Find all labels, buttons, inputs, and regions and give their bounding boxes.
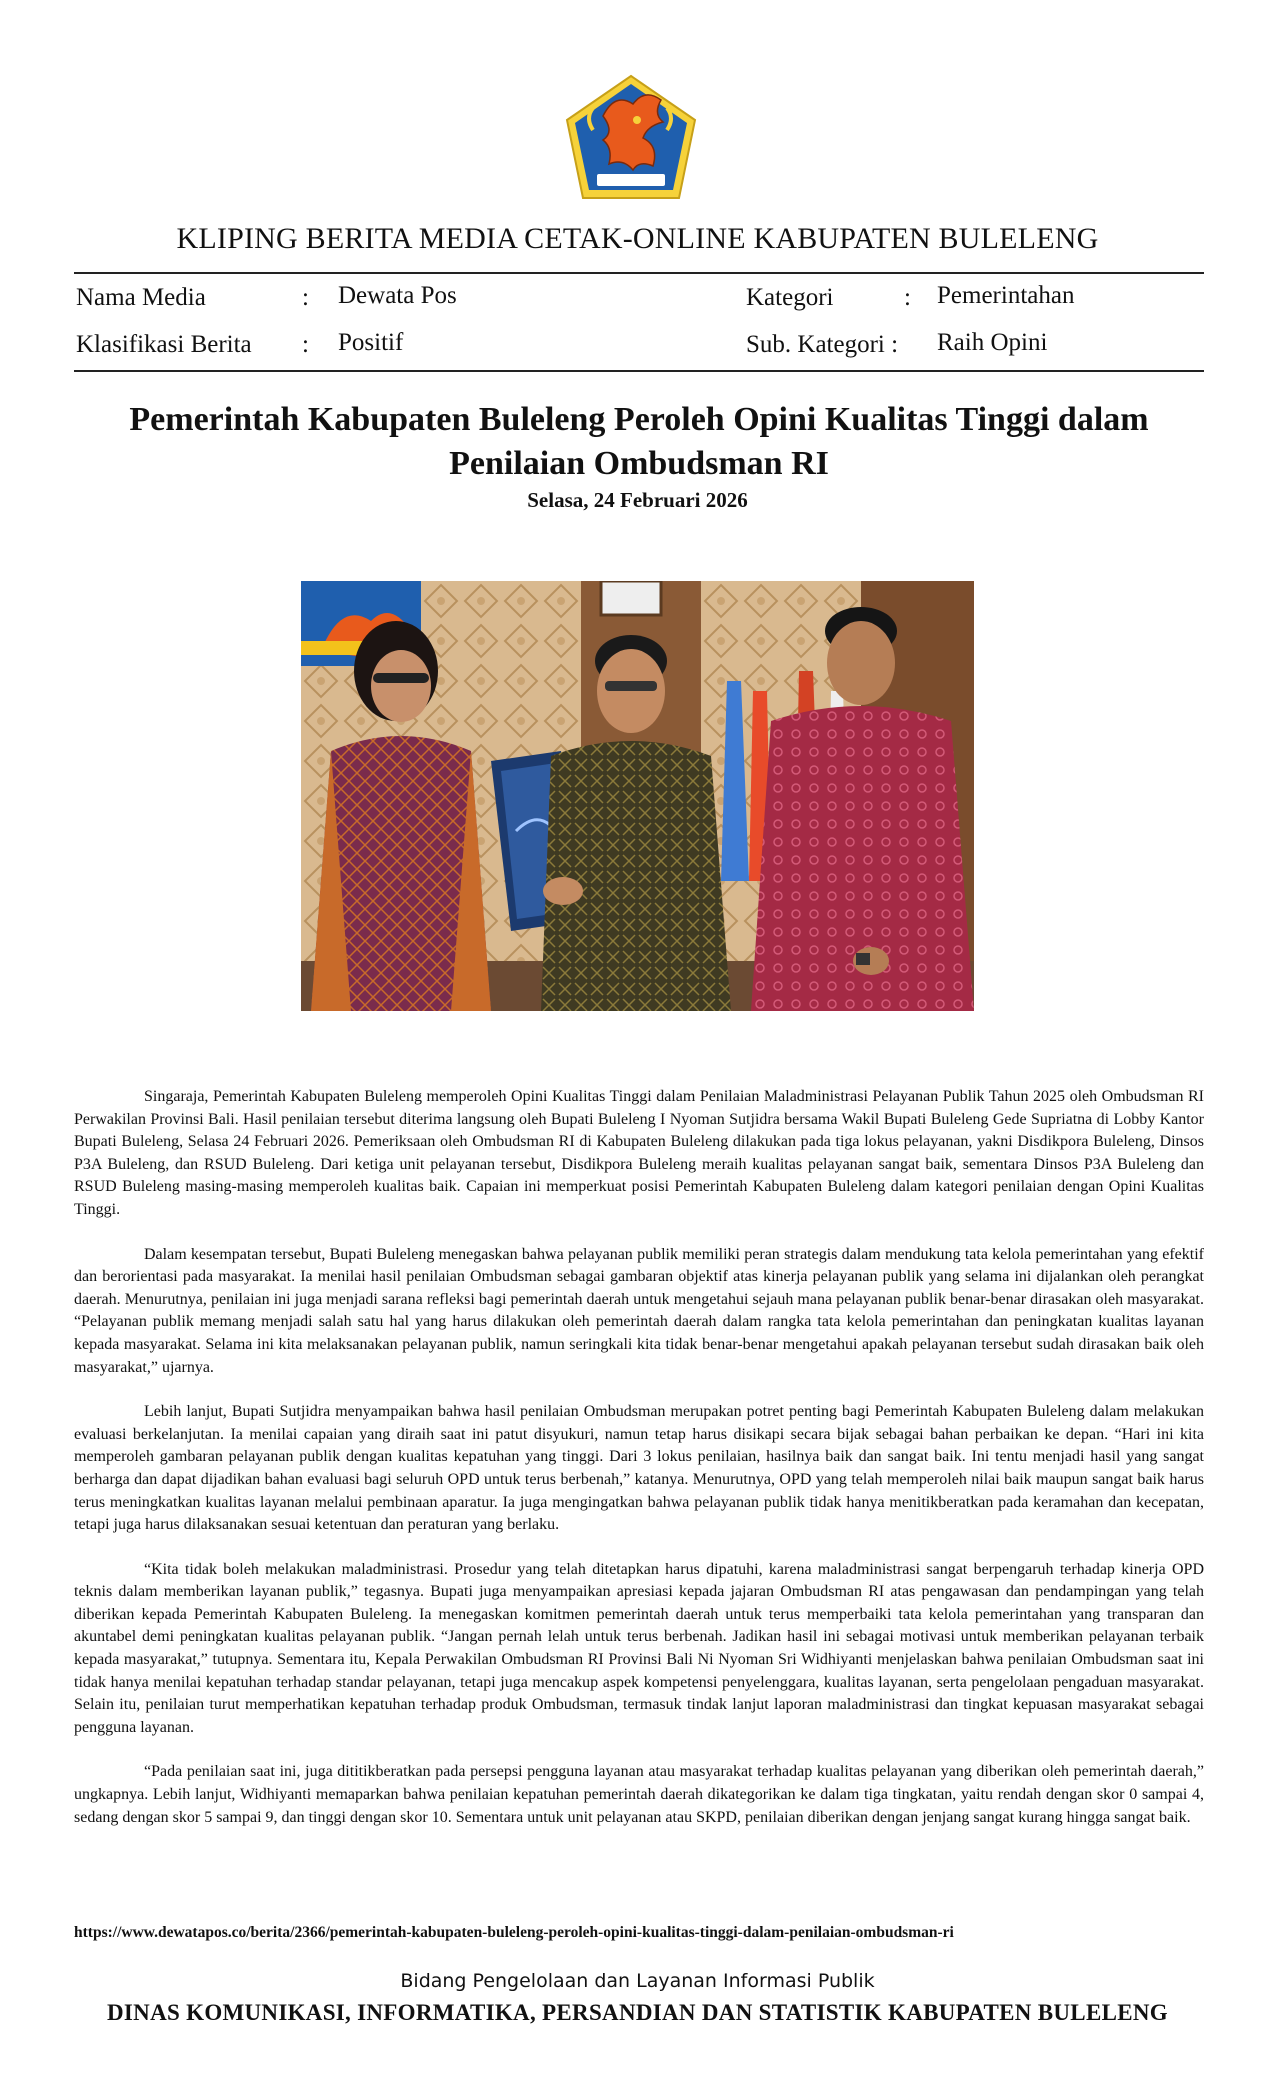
klasifikasi-label: Klasifikasi Berita: [76, 331, 252, 358]
article-paragraph-3: Lebih lanjut, Bupati Sutjidra menyampaikan bahwa hasil penilaian Ombudsman merupakan potret penting bagi Pemerintah Kabupaten Buleleng dalam melakukan evaluasi berkelanjutan. Ia menilai capaian yang diraih saat ini patut disyukuri, namun tetap harus disikapi secara bijak sebagai bahan perbaikan ke depan. “Hari ini kita memperoleh gambaran pelayanan publik dengan kualitas kepatuhan yang tinggi. Dari 3 lokus penilaian, hasilnya baik dan sangat baik. Ini tentu menjadi hasil yang sangat berharga dan dapat dijadikan bahan evaluasi bagi seluruh OPD untuk terus berbenah,” katanya. Menurutnya, OPD yang telah memperoleh nilai baik maupun sangat baik harus terus meningkatkan kualitas layanan melalui pembinaan aparatur. Ia juga mengingatkan bahwa pelayanan publik tidak hanya menitikberatkan pada keramahan dan kecepatan, tetapi juga harus dilaksanakan sesuai ketentuan dan peraturan yang berlaku.: [74, 1403, 1204, 1534]
photo-illustration: [301, 581, 974, 1011]
footer-department: Bidang Pengelolaan dan Layanan Informasi Publik: [400, 1970, 875, 1992]
klasifikasi-value: Positif: [338, 329, 404, 356]
article-title: Pemerintah Kabupaten Buleleng Peroleh Opini Kualitas Tinggi dalam Penilaian Ombudsman RI: [129, 401, 1149, 482]
article-paragraph-4: “Kita tidak boleh melakukan maladministrasi. Prosedur yang telah ditetapkan harus dipatuhi, karena maladministrasi sangat berpengaruh terhadap kinerja OPD teknis dalam memberikan layanan publik,” tegasnya. Bupati juga menyampaikan apresiasi kepada jajaran Ombudsman RI atas pengawasan dan pendampingan yang telah diberikan kepada Pemerintah Kabupaten Buleleng. Ia menegaskan komitmen pemerintah daerah untuk terus memperbaiki tata kelola pemerintahan yang transparan dan akuntabel demi peningkatan kualitas pelayanan publik. “Jangan pernah lelah untuk terus berbenah. Jadikan hasil ini sebagai motivasi untuk memberikan pelayanan terbaik kepada masyarakat,” tutupnya. Sementara itu, Kepala Perwakilan Ombudsman RI Provinsi Bali Ni Nyoman Sri Widhiyanti menjelaskan bahwa penilaian Ombudsman saat ini tidak hanya menilai kepatuhan terhadap standar pelayanan, tetapi juga mencakup aspek kompetensi penyelenggara, kualitas layanan, serta pengelolaan pengaduan masyarakat. Selain itu, penilaian turut memperhatikan kepatuhan terhadap produk Ombudsman, termasuk tindak lanjut laporan maladministrasi dan tingkat kepuasan masyarakat sebagai pengguna layanan.: [74, 1560, 1204, 1736]
subkategori-value: Raih Opini: [937, 329, 1048, 356]
media-label: Nama Media: [76, 284, 206, 311]
kategori-label: Kategori: [746, 284, 834, 311]
source-url-link[interactable]: https://www.dewatapos.co/berita/2366/pemerintah-kabupaten-buleleng-peroleh-opini-kualitas-tinggi-dalam-penilaian-ombudsman-ri: [74, 1924, 954, 1941]
media-colon: :: [302, 284, 309, 311]
article-photo: [301, 581, 974, 1011]
kategori-colon: :: [904, 284, 911, 311]
buleleng-logo: [563, 74, 699, 202]
kategori-value: Pemerintahan: [937, 282, 1075, 309]
footer-agency: DINAS KOMUNIKASI, INFORMATIKA, PERSANDIAN DAN STATISTIK KABUPATEN BULELENG: [107, 2000, 1168, 2025]
article-paragraph-2: Dalam kesempatan tersebut, Bupati Buleleng menegaskan bahwa pelayanan publik memiliki peran strategis dalam mendukung tata kelola pemerintahan yang efektif dan berorientasi pada masyarakat. Ia menilai hasil penilaian Ombudsman sebagai gambaran objektif atas kinerja pelayanan publik yang selama ini dijalankan oleh perangkat daerah. Menurutnya, penilaian ini juga menjadi sarana refleksi bagi pemerintah daerah untuk mengetahui sejauh mana pelayanan publik benar-benar dirasakan oleh masyarakat. “Pelayanan publik memang menjadi salah satu hal yang harus dilakukan oleh pemerintah daerah dalam rangka tata kelola pemerintahan dan peningkatan kualitas layanan kepada masyarakat. Selama ini kita melaksanakan pelayanan publik, namun seringkali kita tidak benar-benar mengetahui apakah pelayanan tersebut sudah dirasakan baik oleh masyarakat,” ujarnya.: [74, 1245, 1204, 1376]
header-divider-top: [74, 272, 1204, 274]
clipping-header-title: KLIPING BERITA MEDIA CETAK-ONLINE KABUPATEN BULELENG: [176, 222, 1099, 255]
header-divider-bottom: [74, 370, 1204, 372]
article-paragraph-5: “Pada penilaian saat ini, juga dititikberatkan pada persepsi pengguna layanan atau masyarakat terhadap kualitas pelayanan yang diberikan oleh pemerintah daerah,” ungkapnya. Lebih lanjut, Widhiyanti memaparkan bahwa penilaian kepatuhan pemerintah daerah dikategorikan ke dalam tiga tingkatan, yaitu rendah dengan skor 0 sampai 4, sedang dengan skor 5 sampai 9, dan tinggi dengan skor 10. Sementara untuk unit pelayanan atau SKPD, penilaian diberikan dengan jenjang sangat kurang hingga sangat baik.: [74, 1763, 1204, 1826]
subkategori-label: Sub. Kategori :: [746, 331, 899, 358]
klasifikasi-colon: :: [302, 331, 309, 358]
article-body: [74, 1086, 1204, 1851]
media-value: Dewata Pos: [338, 282, 457, 309]
article-date: Selasa, 24 Februari 2026: [527, 488, 748, 512]
lion-emblem-icon: [563, 74, 699, 202]
article-paragraph-1: Singaraja, Pemerintah Kabupaten Buleleng memperoleh Opini Kualitas Tinggi dalam Penilaian Maladministrasi Pelayanan Publik Tahun 2025 oleh Ombudsman RI Perwakilan Provinsi Bali. Hasil penilaian tersebut diterima langsung oleh Bupati Buleleng I Nyoman Sutjidra bersama Wakil Bupati Buleleng Gede Supriatna di Lobby Kantor Bupati Buleleng, Selasa 24 Februari 2026. Pemeriksaan oleh Ombudsman RI di Kabupaten Buleleng dilakukan pada tiga lokus pelayanan, yakni Disdikpora Buleleng, Dinsos P3A Buleleng, dan RSUD Buleleng. Dari ketiga unit pelayanan tersebut, Disdikpora Buleleng meraih kualitas pelayanan sangat baik, sementara Dinsos P3A Buleleng dan RSUD Buleleng masing-masing memperoleh kualitas baik. Capaian ini memperkuat posisi Pemerintah Kabupaten Buleleng dalam kategori penilaian dengan Opini Kualitas Tinggi.: [74, 1088, 1204, 1218]
